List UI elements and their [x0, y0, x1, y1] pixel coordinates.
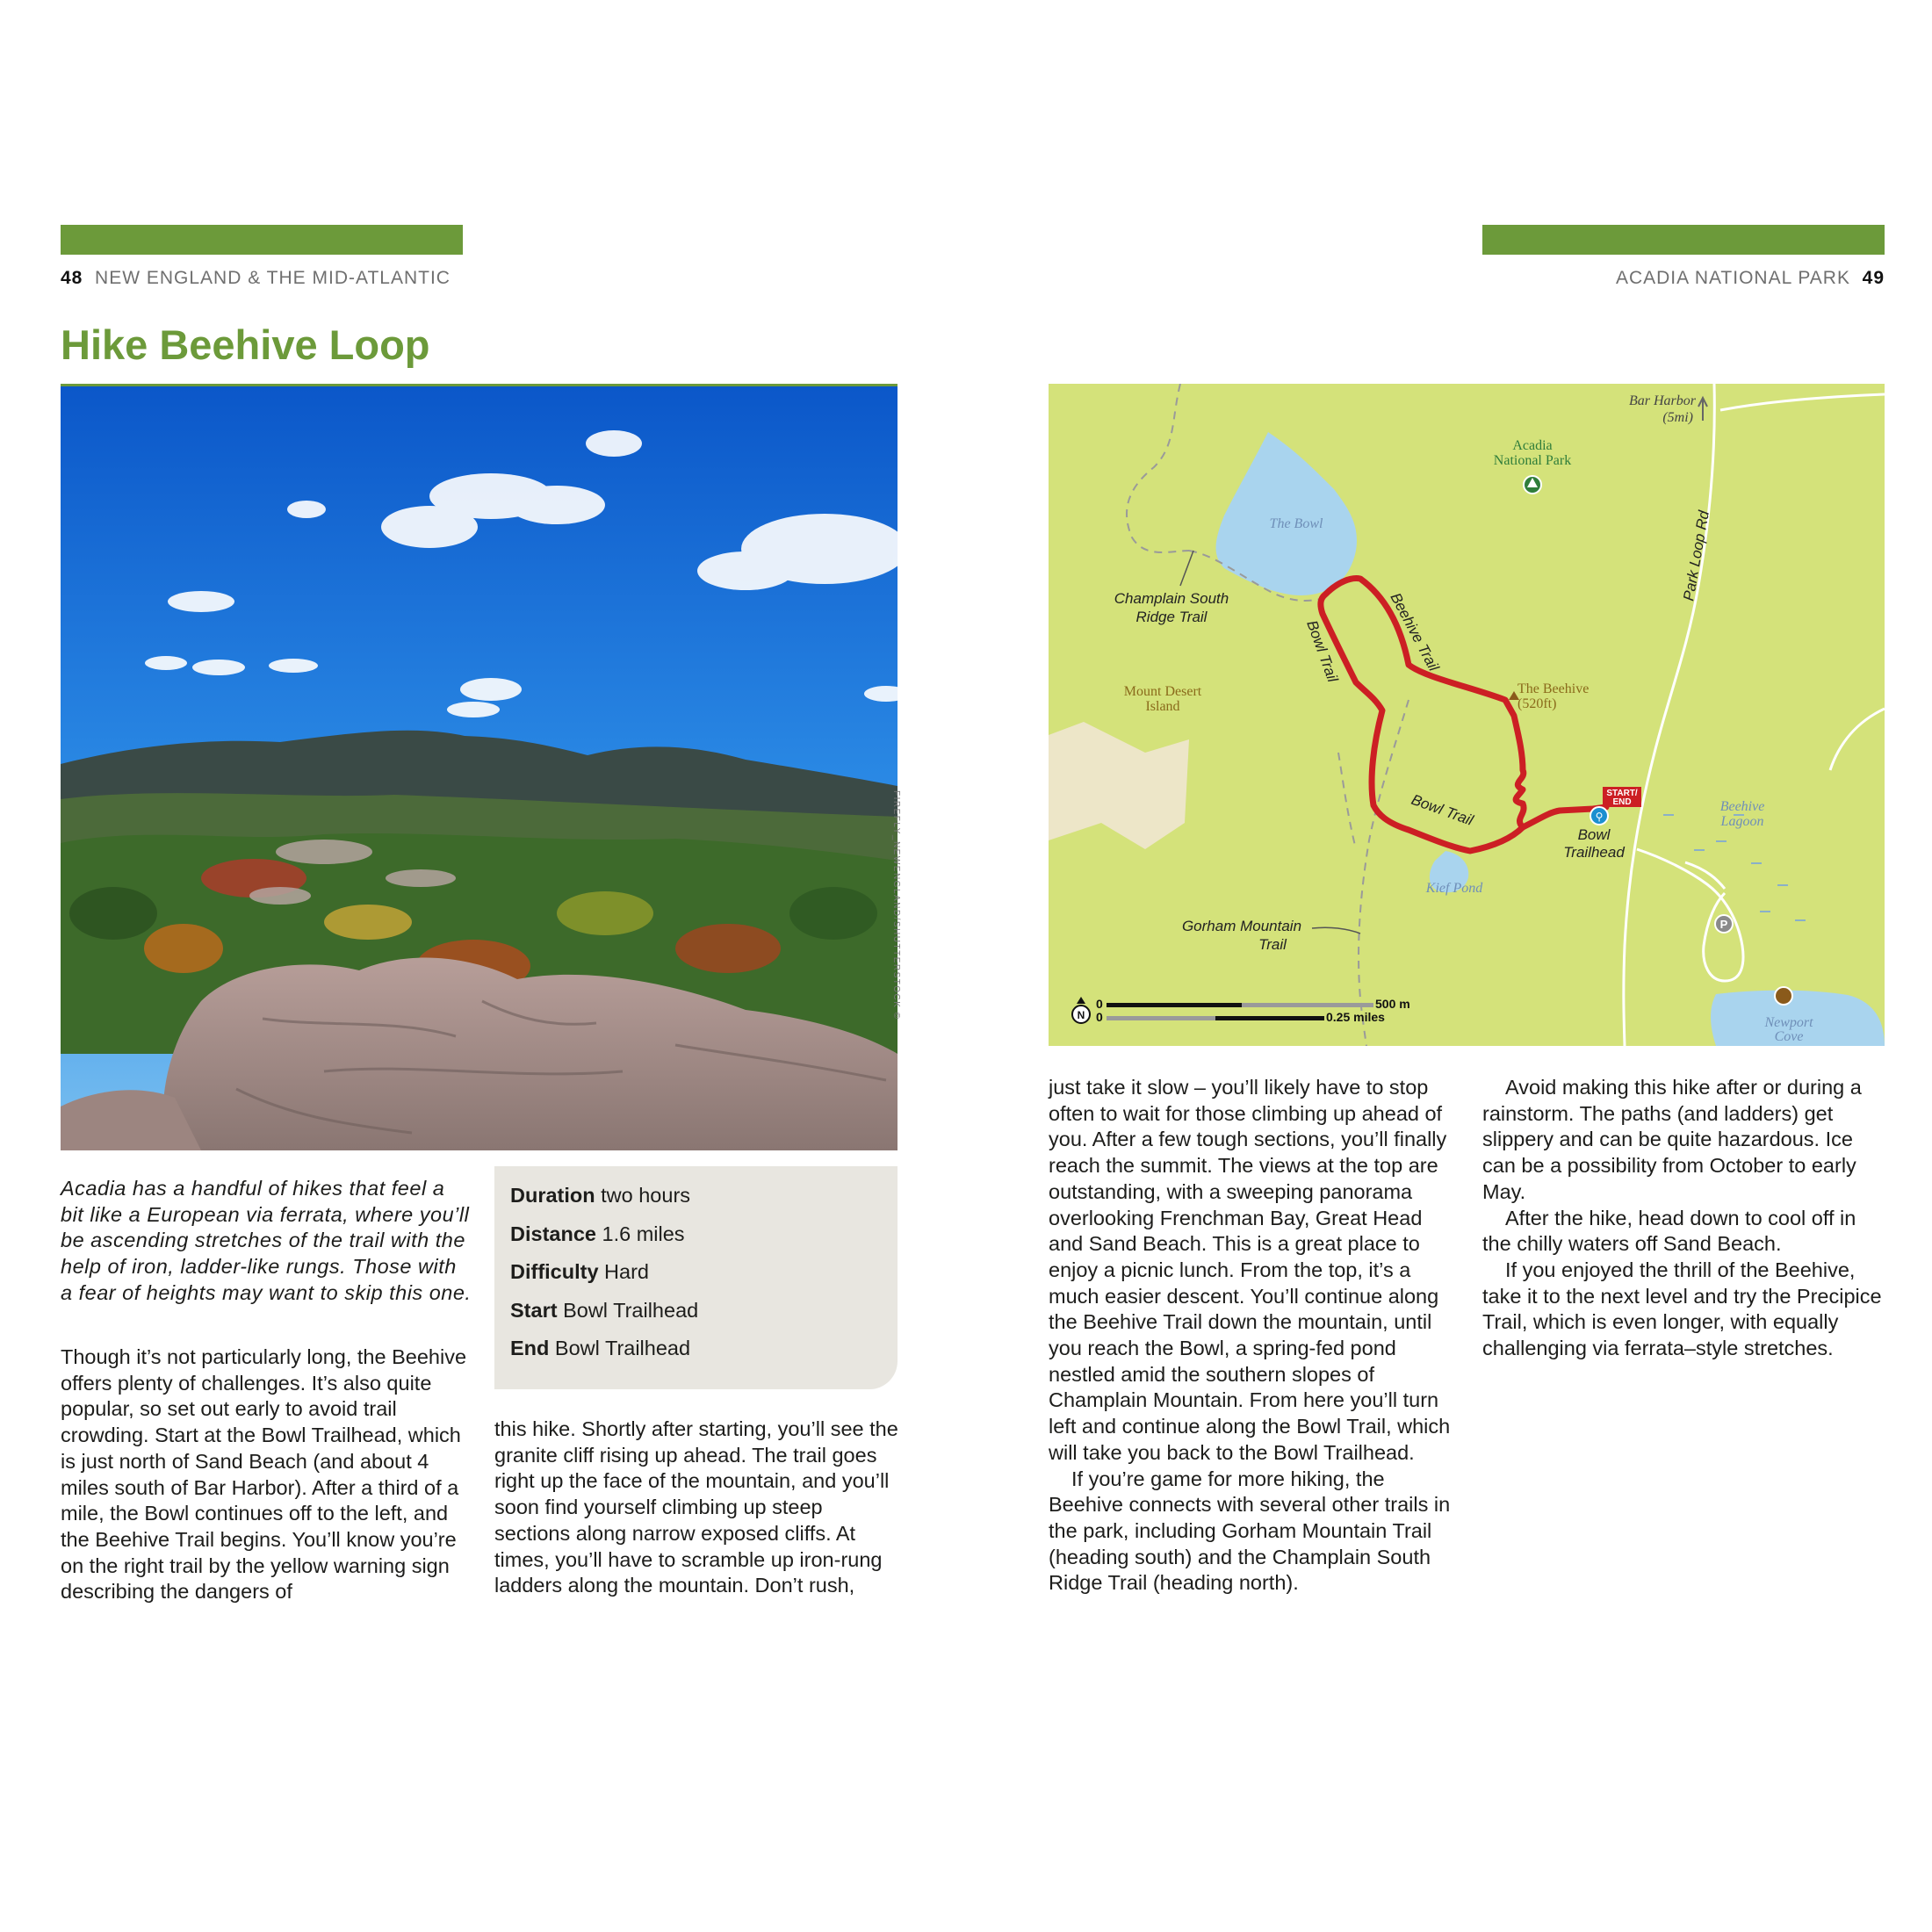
photo-credit: FIREFLY_NEWENGLAND/SHUTTERSTOCK ©: [891, 790, 901, 1020]
page-title: [61, 321, 430, 369]
fact-end: End Bowl Trailhead: [510, 1337, 691, 1359]
map-beehive-lagoon-2: Lagoon: [1720, 814, 1764, 829]
map-beehive-trail-label: Beehive Trail: [1387, 589, 1443, 674]
beach-icon: [1775, 987, 1792, 1005]
landscape-photo: [61, 384, 898, 1150]
body-paragraph: just take it slow – you’ll likely have to stop often to wait for those climbing up ahead of you. After a few tough sections, you’ll finally reach the summit. The views at the top are outstanding, with a sweeping panorama overlooking Frenchman Bay, Great Head and Sand Beach. This is a great place to enjoy a picnic lunch. From the top, it’s a much easier descent. You’ll continue along the Beehive Trail down the mountain, until you reach the Bowl, a spring-fed pond nestled amid the southern slopes of Champlain Mountain. From here you’ll turn left and continue along the Bowl Trail, which will take you back to the Bowl Trailhead.: [1049, 1076, 1451, 1464]
map-bowl-trail-vertical: Bowl Trail: [1303, 617, 1342, 685]
map-the-beehive-1: The Beehive: [1517, 681, 1590, 696]
body-column-3: [1049, 1075, 1454, 1597]
body-column-1: Though it’s not particularly long, the Beehive offers plenty of challenges. It’s also quite popular, so set out early to avoid trail crowding. Start at the Bowl Trailhead, which is just north of Sand Beach (and about 4 miles south of Bar Harbor). After a third of a mile, the Bowl continues off to the left, and the Beehive Trail begins. You’ll know you’re on the right trail by the yellow warning sign describing the dangers of: [61, 1345, 467, 1604]
page-number-left: 48: [61, 268, 83, 288]
scale-meters: 500 m: [1375, 997, 1410, 1011]
title-hike-label: Hike: [61, 321, 148, 368]
map-bowl-trailhead-2: Trailhead: [1563, 844, 1625, 861]
fact-difficulty: Difficulty Hard: [510, 1260, 649, 1283]
fact-start: Start Bowl Trailhead: [510, 1298, 699, 1322]
map-bar-harbor: Bar Harbor: [1628, 393, 1696, 408]
body-paragraph: After the hike, head down to cool off in the chilly waters off Sand Beach.: [1482, 1206, 1856, 1256]
fact-distance: Distance 1.6 miles: [510, 1222, 685, 1245]
body-column-4: [1482, 1075, 1886, 1362]
trail-map-svg: [1049, 384, 1885, 1046]
map-gorham-2: Trail: [1258, 936, 1287, 953]
map-the-bowl-label: The Bowl: [1269, 516, 1323, 531]
scale-miles: 0.25 miles: [1326, 1010, 1385, 1024]
body-paragraph: If you enjoyed the thrill of the Beehive, take it to the next level and try the Precipice Trail, which is even longer, with equally challenging via ferrata–style stretches.: [1482, 1258, 1882, 1360]
map-park-loop-rd-label: Park Loop Rd: [1680, 509, 1712, 602]
body-paragraph: Avoid making this hike after or during a rainstorm. The paths (and ladders) get slippery and can be quite hazardous. Ice can be a possibility from October to early May.: [1482, 1076, 1862, 1203]
map-the-beehive-2: (520ft): [1517, 696, 1557, 711]
map-mount-desert-1: Mount Desert: [1123, 684, 1202, 699]
header-color-bar-right: [1482, 225, 1885, 255]
map-mount-desert-2: Island: [1145, 699, 1180, 714]
body-paragraph: If you’re game for more hiking, the Beehive connects with several other trails in the park, including Gorham Mountain Trail (heading south) and the Champlain South Ridge Trail (heading north).: [1049, 1467, 1451, 1595]
north-label: N: [1077, 1009, 1085, 1021]
scale-zero-mi: 0: [1096, 1010, 1103, 1024]
header-color-bar-left: [61, 225, 463, 255]
map-land: [1049, 384, 1885, 1046]
trail-map: [1049, 384, 1885, 1046]
map-park-name-1: Acadia: [1512, 438, 1553, 453]
page-number-right: 49: [1862, 268, 1885, 288]
map-bowl-trail-lower: Bowl Trail: [1409, 790, 1476, 829]
running-header-left: [61, 268, 451, 289]
body-column-2: this hike. Shortly after starting, you’ll see the granite cliff rising up ahead. The trail goes right up the face of the mountain, and you’ll soon find yourself climbing up steep sections along narrow exposed cliffs. At times, you’ll have to scramble up iron-rung ladders along the mountain. Don’t rush,: [494, 1417, 898, 1597]
running-header-right: [1616, 268, 1885, 289]
map-bowl-trailhead-1: Bowl: [1577, 826, 1611, 843]
map-champlain-1: Champlain South: [1114, 590, 1229, 607]
map-kief-pond-label: Kief Pond: [1425, 881, 1483, 896]
map-start-label: START/: [1606, 789, 1638, 798]
hike-facts-box: [494, 1166, 898, 1389]
map-park-name-2: National Park: [1493, 453, 1572, 468]
scale-zero-m: 0: [1096, 997, 1103, 1011]
fact-duration: Duration two hours: [510, 1184, 691, 1207]
svg-text:⚲: ⚲: [1595, 811, 1604, 823]
parking-label: P: [1719, 918, 1728, 931]
map-beehive-lagoon-1: Beehive: [1719, 799, 1765, 814]
map-end-label: END: [1612, 797, 1632, 807]
map-gorham-1: Gorham Mountain: [1181, 918, 1302, 934]
landscape-illustration: [61, 386, 898, 1150]
map-newport-1: Newport: [1764, 1015, 1813, 1030]
map-bar-harbor-dist: (5mi): [1662, 410, 1693, 425]
section-title-right: ACADIA NATIONAL PARK: [1615, 268, 1850, 288]
map-newport-2: Cove: [1774, 1029, 1804, 1044]
section-title-left: NEW ENGLAND & THE MID-ATLANTIC: [95, 268, 451, 288]
intro-paragraph: Acadia has a handful of hikes that feel a bit like a European via ferrata, where you’ll be ascending stretches of the trail with the help of iron, ladder-like rungs. Those with a fear of heights may want to skip this one.: [61, 1177, 472, 1304]
title-hike-name: Beehive Loop: [148, 321, 430, 368]
map-champlain-2: Ridge Trail: [1135, 609, 1208, 625]
